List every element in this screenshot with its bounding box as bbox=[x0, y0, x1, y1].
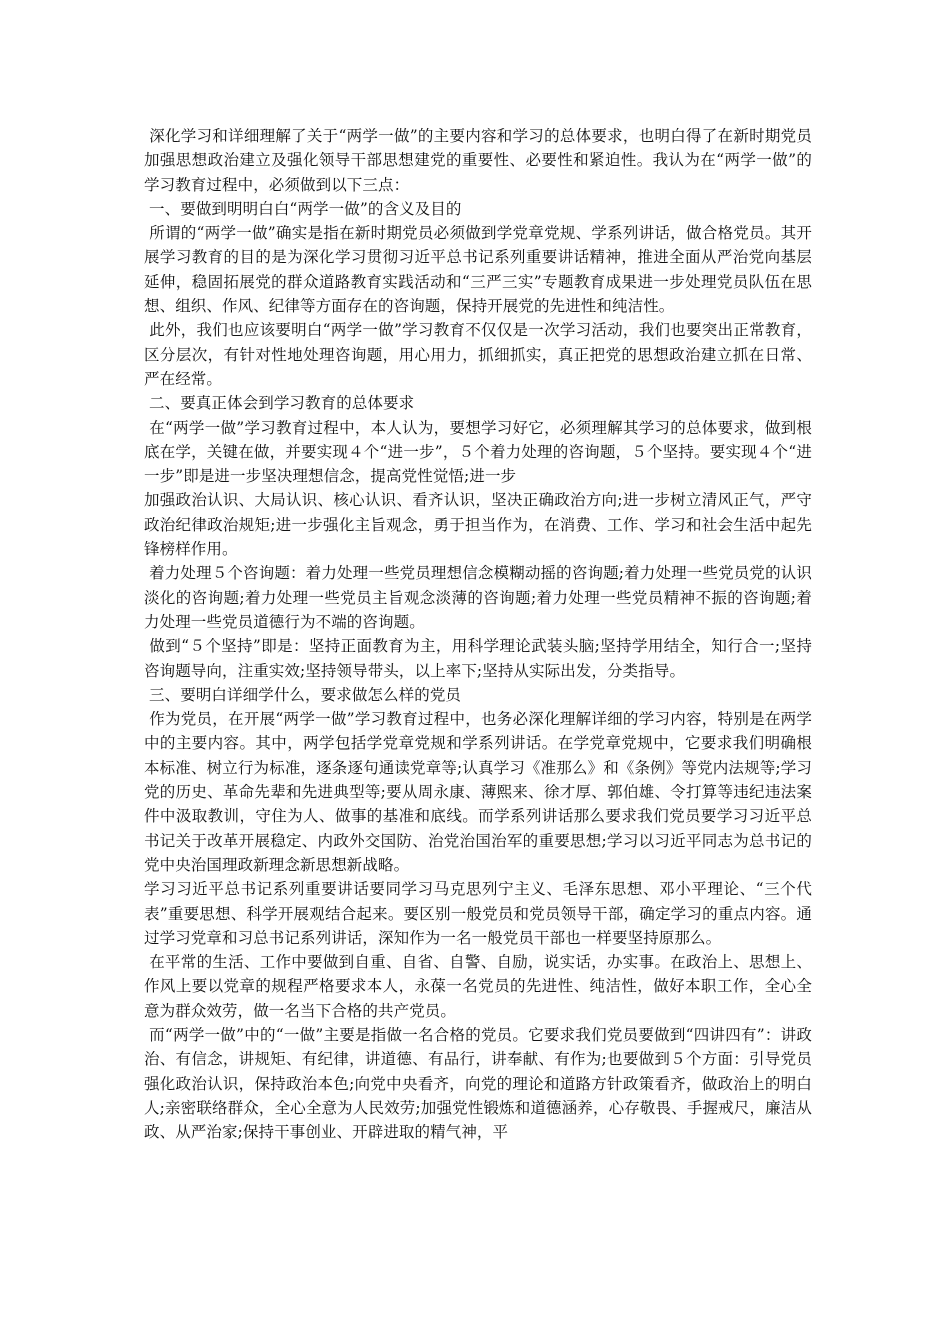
body-paragraph: 此外，我们也应该要明白“两学一做”学习教育不仅仅是一次学习活动，我们也要突出正常教育，区分层次，有针对性地处理咨询题，用心用力，抓细抓实，真正把党的思想政治建立抓在日常、严在经常。 bbox=[144, 321, 812, 388]
intro-paragraph: 深化学习和详细理解了关于“两学一做”的主要内容和学习的总体要求，也明白得了在新时期党员加强思想政治建立及强化领导干部思想建党的重要性、必要性和紧迫性。我认为在“两学一做”的学习教育过程中，必须做到以下三点： bbox=[144, 127, 812, 194]
section-heading-3: 三、要明白详细学什么，要求做怎么样的党员 bbox=[144, 685, 462, 704]
body-paragraph: 在“两学一做”学习教育过程中，本人认为，要想学习好它，必须理解其学习的总体要求，做到根底在学，关键在做，并要实现４个“进一步”，５个着力处理的咨询题，５个坚持。要实现４个“进一步”即是进一步坚决理想信念，提高党性觉悟;进一步 bbox=[144, 418, 812, 486]
body-paragraph: 而“两学一做”中的“一做”主要是指做一名合格的党员。它要求我们党员要做到“四讲四有”：讲政治、有信念，讲规矩、有纪律，讲道德、有品行，讲奉献、有作为;也要做到５个方面：引导党员强化政治认识，保持政治本色;向党中央看齐，向党的理论和道路方针政策看齐，做政治上的明白人;亲密联络群众，全心全意为人民效劳;加强党性锻炼和道德涵养，心存敬畏、手握戒尺，廉洁从政、从严治家;保持干事创业、开辟进取的精气神，平 bbox=[144, 1025, 812, 1142]
body-paragraph: 作为党员，在开展“两学一做”学习教育过程中，也务必深化理解详细的学习内容，特别是在两学中的主要内容。其中，两学包括学党章党规和学系列讲话。在学党章党规中，它要求我们明确根本标准、树立行为标准，逐条逐句通读党章等;认真学习《准那么》和《条例》等党内法规等;学习党的历史、革命先辈和先进典型等;要从周永康、薄熙来、徐才厚、郭伯雄、令打算等违纪违法案件中汲取教训，守住为人、做事的基准和底线。而学系列讲话那么要求我们党员要学习习近平总书记关于改革开展稳定、内政外交国防、治党治国治军的重要思想;学习以习近平同志为总书记的党中央治国理政新理念新思想新战略。 bbox=[144, 710, 812, 874]
body-paragraph: 学习习近平总书记系列重要讲话要同学习马克思列宁主义、毛泽东思想、邓小平理论、“三个代表”重要思想、科学开展观结合起来。要区别一般党员和党员领导干部，确定学习的重点内容。通过学习党章和习总书记系列讲话，深知作为一名一般党员干部也一样要坚持原那么。 bbox=[144, 880, 812, 947]
section-heading-2: 二、要真正体会到学习教育的总体要求 bbox=[144, 394, 415, 413]
section-heading-1: 一、要做到明明白白“两学一做”的含义及目的 bbox=[144, 199, 462, 218]
body-paragraph: 加强政治认识、大局认识、核心认识、看齐认识，坚决正确政治方向;进一步树立清风正气，严守政治纪律政治规矩;进一步强化主旨观念，勇于担当作为，在消费、工作、学习和社会生活中起先锋榜样作用。 bbox=[144, 491, 812, 559]
body-paragraph: 着力处理５个咨询题：着力处理一些党员理想信念模糊动摇的咨询题;着力处理一些党员党的认识淡化的咨询题;着力处理一些党员主旨观念淡薄的咨询题;着力处理一些党员精神不振的咨询题;着力处理一些党员道德行为不端的咨询题。 bbox=[144, 564, 812, 631]
body-paragraph: 所谓的“两学一做”确实是指在新时期党员必须做到学党章党规、学系列讲话，做合格党员。其开展学习教育的目的是为深化学习贯彻习近平总书记系列重要讲话精神，推进全面从严治党向基层延伸，稳固拓展党的群众道路教育实践活动和“三严三实”专题教育成果进一步处理党员队伍在思想、组织、作风、纪律等方面存在的咨询题，保持开展党的先进性和纯洁性。 bbox=[144, 224, 812, 316]
body-paragraph: 做到“５个坚持”即是：坚持正面教育为主，用科学理论武装头脑;坚持学用结全，知行合一;坚持咨询题导向，注重实效;坚持领导带头，以上率下;坚持从实际出发，分类指导。 bbox=[144, 637, 812, 680]
document-body bbox=[144, 124, 812, 1144]
body-paragraph: 在平常的生活、工作中要做到自重、自省、自警、自励，说实话，办实事。在政治上、思想上、作风上要以党章的规程严格要求本人，永葆一名党员的先进性、纯洁性，做好本职工作，全心全意为群众效劳，做一名当下合格的共产党员。 bbox=[144, 953, 813, 1020]
